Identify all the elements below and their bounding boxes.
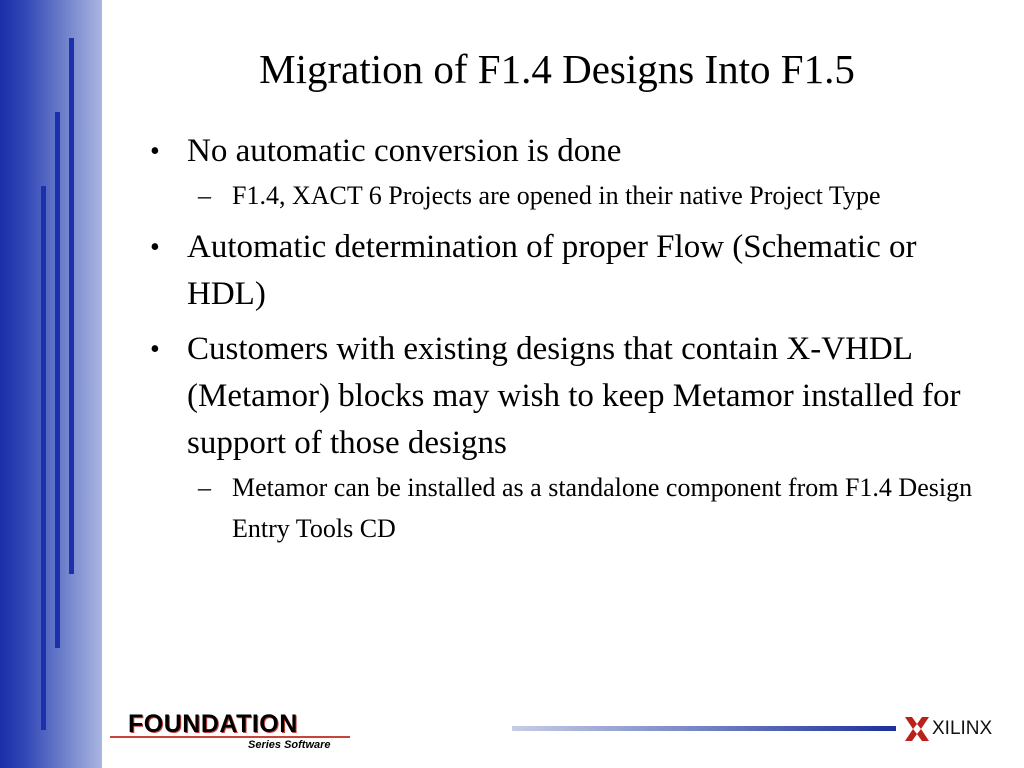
band-stripe <box>55 112 60 648</box>
slide-title: Migration of F1.4 Designs Into F1.5 <box>259 46 855 92</box>
bullet-marker: • <box>150 232 160 263</box>
foundation-logo-text: FOUNDATION <box>128 710 298 738</box>
bullet-text: Customers with existing designs that contain X-VHDL (Metamor) blocks may wish to keep Metamor installed for support of those designs <box>187 331 961 461</box>
bullet-list <box>150 128 980 557</box>
xilinx-wordmark: XILINX <box>932 718 993 739</box>
foundation-logo-subtitle: Series Software <box>248 739 331 751</box>
sub-bullet-text: F1.4, XACT 6 Projects are opened in their native Project Type <box>232 181 881 210</box>
bullet-text: Automatic determination of proper Flow (Schematic or HDL) <box>187 229 917 312</box>
sub-bullet-item <box>198 175 980 216</box>
left-gradient-band <box>0 0 102 768</box>
bullet-item <box>150 326 980 467</box>
xilinx-logo <box>904 714 992 744</box>
footer-rule <box>512 726 896 731</box>
foundation-logo <box>110 708 350 758</box>
band-stripe <box>41 186 46 730</box>
xilinx-x-icon <box>904 716 930 742</box>
sub-bullet-marker: – <box>198 473 211 502</box>
bullet-text: No automatic conversion is done <box>187 133 622 169</box>
band-stripe <box>69 38 74 574</box>
sub-bullet-text: Metamor can be installed as a standalone component from F1.4 Design Entry Tools CD <box>232 473 973 543</box>
bullet-item <box>150 224 980 318</box>
sub-bullet-item <box>198 467 980 549</box>
sub-bullet-marker: – <box>198 181 211 210</box>
bullet-item <box>150 128 980 175</box>
bullet-marker: • <box>150 136 160 167</box>
bullet-marker: • <box>150 334 160 365</box>
